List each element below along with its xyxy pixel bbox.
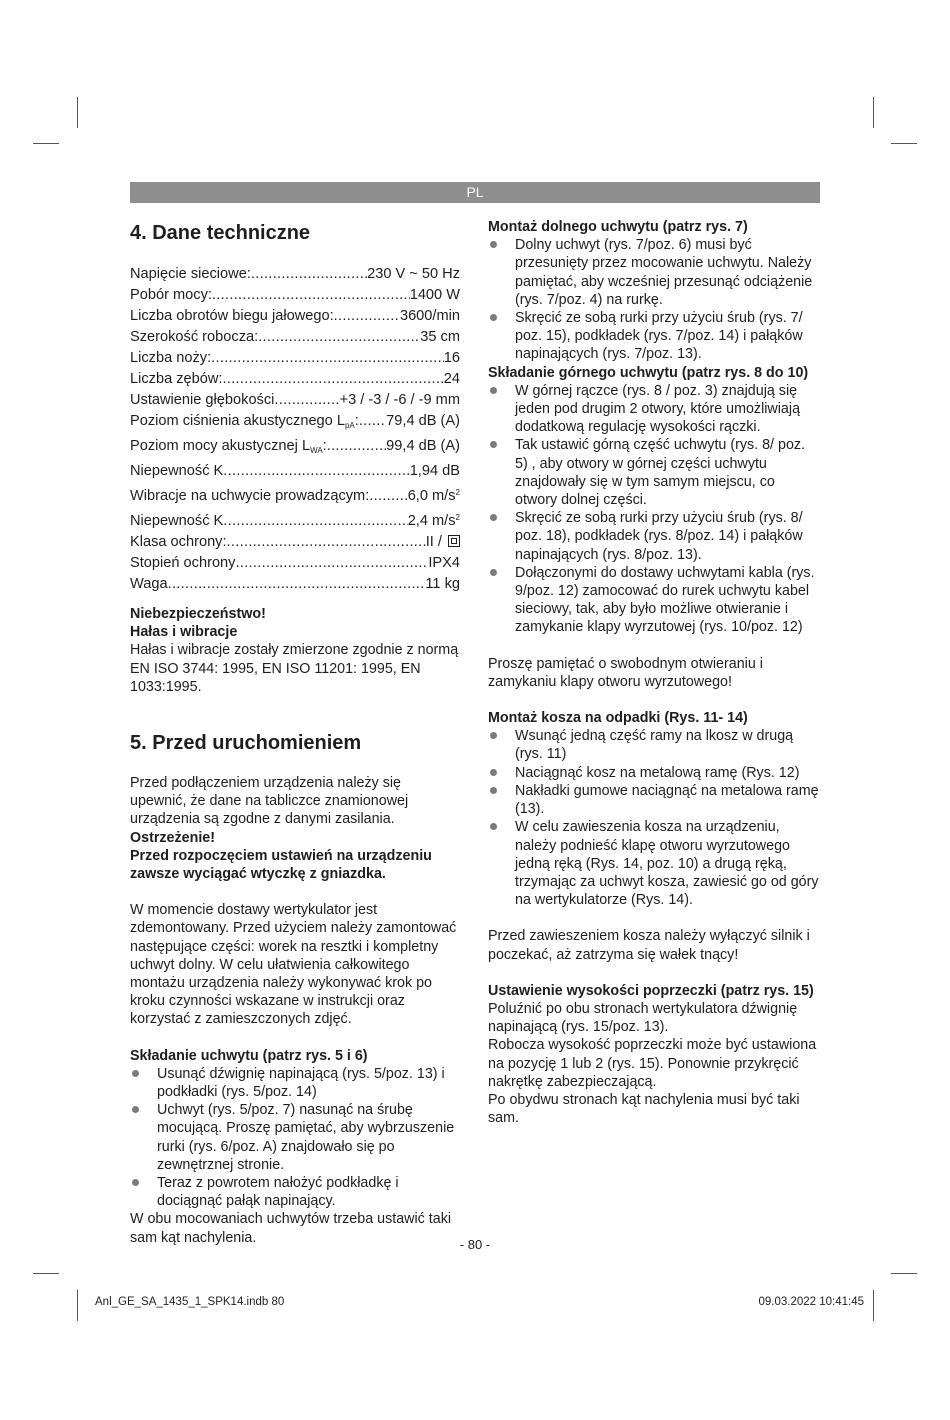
noise-text: Hałas i wibracje zostały zmierzone zgodnie z normą EN ISO 3744: 1995, EN ISO 11201: 1995, EN 1033:1995. xyxy=(130,642,459,695)
spec-row: Waga ..... 11 kg xyxy=(130,574,460,595)
crop-mark xyxy=(873,97,874,128)
handle-note: W obu mocowaniach uchwytów trzeba ustawić taki sam kąt nachylenia. xyxy=(130,1211,452,1246)
bar-height-text: Po obydwu stronach kąt nachylenia musi być taki sam. xyxy=(488,1091,800,1127)
list-item: Nakładki gumowe naciągnąć na metalowa ramę (13). xyxy=(488,782,820,818)
spec-row: Pobór mocy: ..... 1400 W xyxy=(130,285,460,306)
intro-text: Przed podłączeniem urządzenia należy się upewnić, że dane na tabliczce znamionowej urządzenia są zgodne z danymi zasilania. xyxy=(130,775,409,828)
list-item: Teraz z powrotem nałożyć podkładkę i dociągnąć pałąk napinający. xyxy=(130,1174,460,1210)
crop-mark xyxy=(873,1290,874,1321)
left-column xyxy=(130,218,460,1247)
list-item: Naciągnąć kosz na metalową ramę (Rys. 12) xyxy=(488,764,820,782)
crop-mark xyxy=(891,143,917,144)
page-number: - 80 - xyxy=(459,1237,491,1252)
crop-mark xyxy=(891,1273,917,1274)
file-name: Anl_GE_SA_1435_1_SPK14.indb 80 xyxy=(95,1296,285,1308)
list-item: Uchwyt (rys. 5/poz. 7) nasunąć na śrubę mocującą. Proszę pamiętać, aby wybrzuszenie rurki (rys. 6/poz. A) znajdowało się po zewnętrznej stronie. xyxy=(130,1101,460,1174)
section-4-title: 4. Dane techniczne xyxy=(130,222,311,244)
list-item: Skręcić ze sobą rurki przy użyciu śrub (rys. 8/ poz. 18), podkładek (rys. 8/poz. 14) i pałąków napinających (rys. 8/poz. 13). xyxy=(488,509,820,564)
spec-row: Napięcie sieciowe: ..... 230 V ~ 50 Hz xyxy=(130,264,460,285)
bar-height-text: Poluźnić po obu stronach wertykulatora dźwignię napinającą (rys. 15/poz. 13). xyxy=(488,1000,798,1036)
list-item: Usunąć dźwignię napinającą (rys. 5/poz. 13) i podkładki (rys. 5/poz. 14) xyxy=(130,1065,460,1101)
warning-text: Przed rozpoczęciem ustawień na urządzeniu zawsze wyciągać wtyczkę z gniazdka. xyxy=(130,847,432,883)
handle-heading: Składanie uchwytu (patrz rys. 5 i 6) xyxy=(130,1047,368,1064)
spec-row: Niepewność K ..... 1,94 dB xyxy=(130,461,460,482)
spec-row: Liczba obrotów biegu jałowego: ..... 3600/min xyxy=(130,306,460,327)
spec-row: Niepewność K ..... 2,4 $m/s^2$ xyxy=(130,507,460,532)
language-header-bar: PL xyxy=(130,182,820,203)
spec-row: Poziom ciśnienia akustycznego $L_{pA}$: ..... 79,4 dB (A) xyxy=(130,411,460,436)
spec-row: Liczba zębów: ..... 24 xyxy=(130,369,460,390)
list-item: Wsunąć jedną część ramy na lkosz w drugą (rys. 11) xyxy=(488,727,820,763)
bar-height-heading: Ustawienie wysokości poprzeczki (patrz rys. 15) xyxy=(488,982,814,999)
delivery-text: W momencie dostawy wertykulator jest zdemontowany. Przed użyciem należy zamontować następujące części: worek na resztki i kompletny uchwyt dolny. W celu ułatwienia całkowitego montażu urządzenia należy wykonywać krok po kroku czynności wskazane w instrukcji oraz korzystać z zamieszczonych zdjęć. xyxy=(130,902,457,1028)
list-item: W górnej rączce (rys. 8 / poz. 3) znajdują się jeden pod drugim 2 otwory, które umożliwiają dodatkową regulację wysokości rączki. xyxy=(488,382,820,437)
spec-table xyxy=(130,264,460,595)
section-5-title: 5. Przed uruchomieniem xyxy=(130,732,362,755)
spec-row: Klasa ochrony: ..... II / xyxy=(130,532,460,553)
double-insulation-icon xyxy=(448,535,460,547)
warning-heading: Ostrzeżenie! xyxy=(130,829,216,846)
list-item: Dolny uchwyt (rys. 7/poz. 6) musi być przesunięty przez mocowanie uchwytu. Należy pamiętać, aby wcześniej przesunąć odciążenie (rys. 7/poz. 4) na rurkę. xyxy=(488,236,820,309)
crop-mark xyxy=(77,1290,78,1321)
spec-row: Liczba noży: ..... 16 xyxy=(130,348,460,369)
crop-mark xyxy=(33,143,59,144)
spec-row: Stopień ochrony ..... IPX4 xyxy=(130,553,460,574)
spec-row: Szerokość robocza: ..... 35 cm xyxy=(130,327,460,348)
lower-handle-heading: Montaż dolnego uchwytu (patrz rys. 7) xyxy=(488,219,748,235)
bin-heading: Montaż kosza na odpadki (Rys. 11- 14) xyxy=(488,710,748,727)
print-date: 09.03.2022 10:41:45 xyxy=(758,1296,864,1308)
upper-handle-heading: Składanie górnego uchwytu (patrz rys. 8 do 10) xyxy=(488,364,809,381)
bin-note: Przed zawieszeniem kosza należy wyłączyć silnik i poczekać, aż zatrzyma się wałek tnący! xyxy=(488,928,810,963)
flap-note: Proszę pamiętać o swobodnym otwieraniu i zamykaniu klapy otworu wyrzutowego! xyxy=(488,655,763,690)
list-item: W celu zawieszenia kosza na urządzeniu, należy podnieść klapę otworu wyrzutowego jedną ręką (Rys. 14, poz. 10) a drugą ręką, trzymając za uchwyt kosza, zawiesić go od góry na wertykulatorze (Rys. 14). xyxy=(488,818,820,909)
spec-row: Ustawienie głębokości ..... +3 / -3 / -6 / -9 mm xyxy=(130,390,460,411)
crop-mark xyxy=(77,97,78,128)
list-item: Tak ustawić górną część uchwytu (rys. 8/ poz. 5) , aby otwory w górnej części uchwytu znajdowały się w tym samym miejscu, co otwory dolnej części. xyxy=(488,436,820,509)
bar-height-text: Robocza wysokość poprzeczki może być ustawiona na pozycję 1 lub 2 (rys. 15). Ponownie przykręcić nakrętkę zabezpieczającą. xyxy=(488,1037,817,1090)
list-item: Skręcić ze sobą rurki przy użyciu śrub (rys. 7/ poz. 15), podkładek (rys. 7/poz. 14) i pałąków napinających (rys. 7/poz. 13). xyxy=(488,309,820,364)
noise-heading: Hałas i wibracje xyxy=(130,624,238,641)
crop-mark xyxy=(33,1273,59,1274)
danger-heading: Niebezpieczeństwo! xyxy=(130,606,266,622)
spec-row: Wibracje na uchwycie prowadzącym: ..... 6,0 $m/s^2$ xyxy=(130,482,460,507)
right-column xyxy=(488,218,820,1127)
list-item: Dołączonymi do dostawy uchwytami kabla (rys. 9/poz. 12) zamocować do rurek uchwytu kabel sieciowy, tak, aby było możliwe otwieranie i zamykanie klapy wyrzutowej (rys. 10/poz. 12) xyxy=(488,564,820,637)
spec-row: Poziom mocy akustycznej $L_{WA}$: ..... 99,4 dB (A) xyxy=(130,436,460,461)
